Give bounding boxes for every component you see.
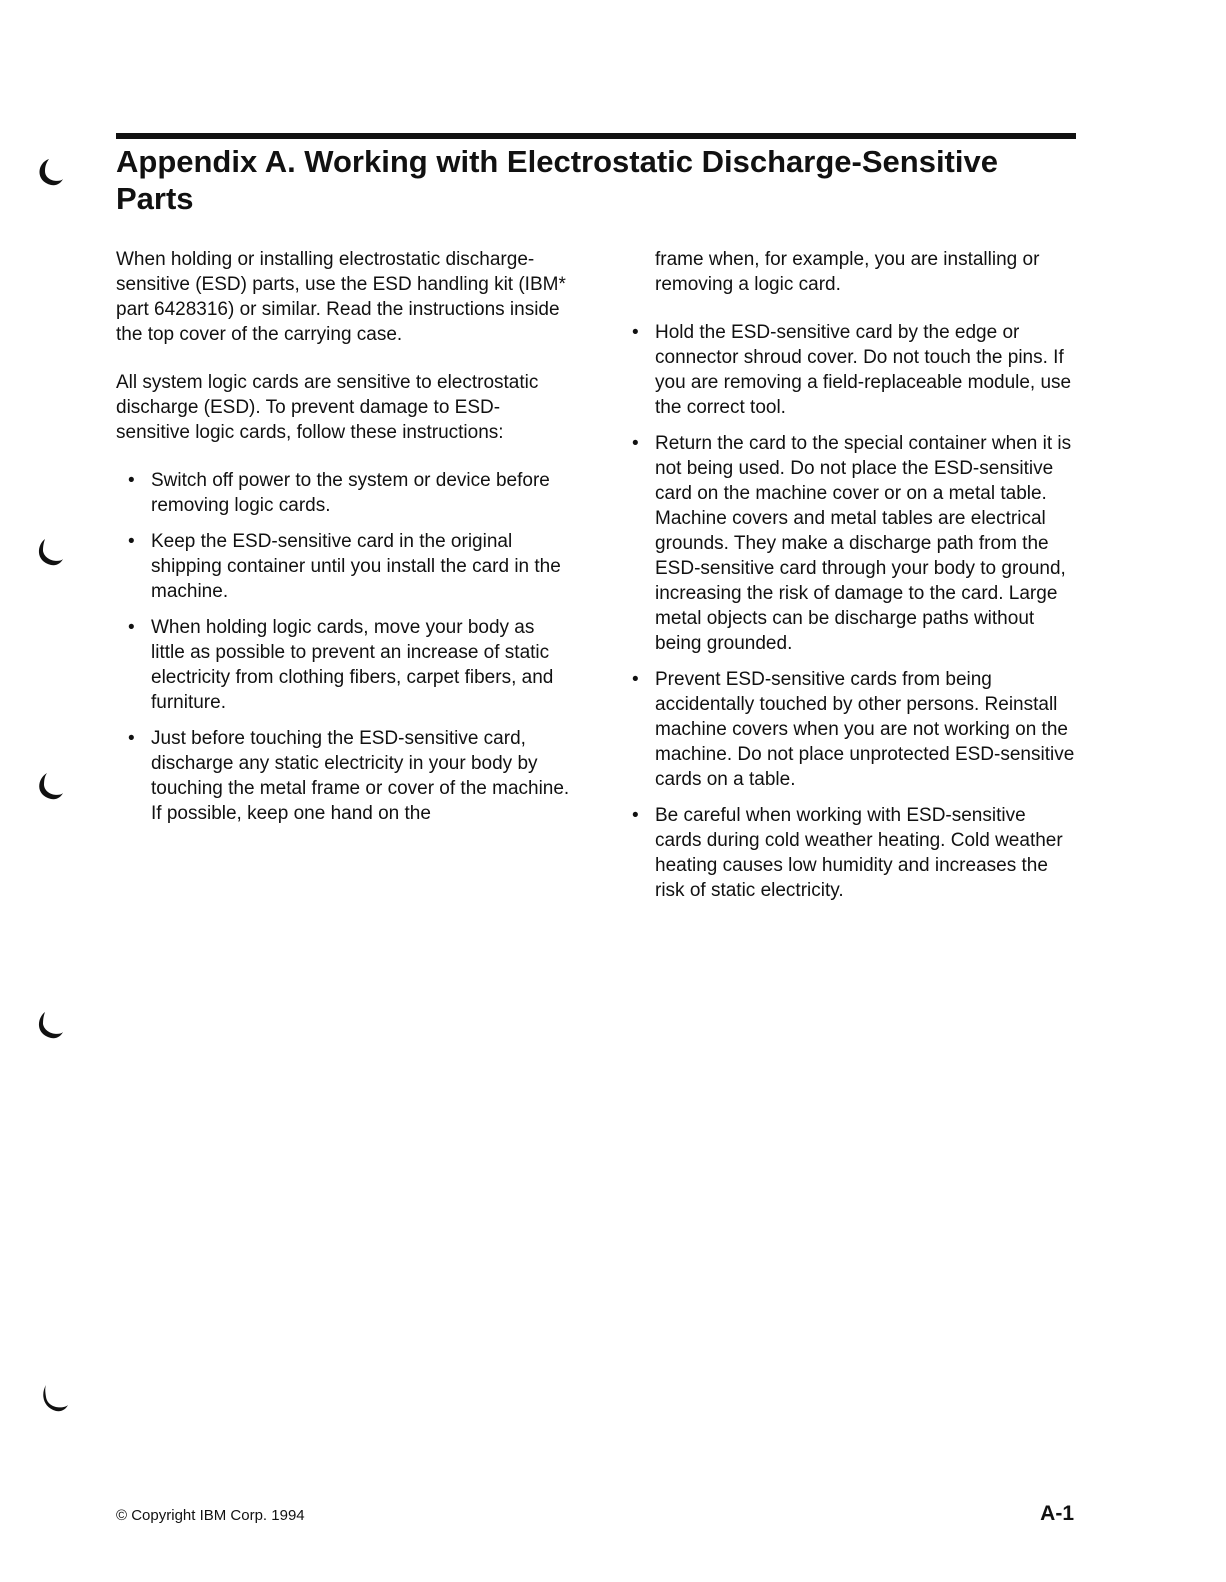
intro-paragraph: When holding or installing electrostatic discharge-sensitive (ESD) parts, use the ESD handling kit (IBM* part 6428316) or similar. Read the instructions inside the top cover of the carrying case. bbox=[116, 249, 566, 345]
bullet-icon: • bbox=[632, 805, 639, 826]
binder-hole-mark-icon bbox=[33, 771, 65, 803]
bullet-icon: • bbox=[128, 470, 135, 491]
binder-hole-mark-icon bbox=[38, 1383, 70, 1415]
bullet-icon: • bbox=[128, 728, 135, 749]
continuation-text: frame when, for example, you are installing or removing a logic card. bbox=[655, 249, 1040, 295]
copyright-notice: © Copyright IBM Corp. 1994 bbox=[116, 1507, 305, 1524]
list-item bbox=[116, 726, 571, 826]
list-item bbox=[116, 468, 571, 518]
list-item-text: Hold the ESD-sensitive card by the edge or connector shroud cover. Do not touch the pins. If you are removing a field-replaceable module, use the correct tool. bbox=[655, 322, 1072, 418]
bullet-icon: • bbox=[632, 669, 639, 690]
list-item-text: Just before touching the ESD-sensitive card, discharge any static electricity in your body by touching the metal frame or cover of the machine. If possible, keep one hand on the bbox=[151, 728, 570, 824]
list-item-text: Keep the ESD-sensitive card in the original shipping container until you install the card in the machine. bbox=[151, 531, 561, 602]
binder-hole-mark-icon bbox=[33, 1010, 65, 1042]
left-bullet-list bbox=[116, 468, 571, 826]
list-item bbox=[632, 431, 1075, 656]
list-item bbox=[632, 667, 1075, 792]
list-item-text: Switch off power to the system or device before removing logic cards. bbox=[151, 470, 550, 516]
bullet-icon: • bbox=[128, 531, 135, 552]
left-column bbox=[116, 247, 571, 837]
right-column bbox=[632, 247, 1075, 914]
list-item-text: Be careful when working with ESD-sensitive cards during cold weather heating. Cold weather heating causes low humidity and increases the risk of static electricity. bbox=[655, 805, 1063, 901]
binder-hole-mark-icon bbox=[33, 157, 65, 189]
list-item-text: Prevent ESD-sensitive cards from being accidentally touched by other persons. Reinstall machine covers when you are not working on the machine. Do not place unprotected ESD-sensitive cards on a table. bbox=[655, 669, 1075, 790]
bullet-icon: • bbox=[128, 617, 135, 638]
page-number: A-1 bbox=[1040, 1502, 1074, 1525]
page-title: Appendix A. Working with Electrostatic Discharge-Sensitive Parts bbox=[116, 144, 998, 216]
right-bullet-list bbox=[632, 320, 1075, 903]
esd-paragraph: All system logic cards are sensitive to electrostatic discharge (ESD). To prevent damage to ESD-sensitive logic cards, follow these instructions: bbox=[116, 372, 539, 443]
list-item bbox=[116, 615, 571, 715]
title-rule bbox=[116, 133, 1076, 139]
list-item-text: Return the card to the special container when it is not being used. Do not place the ESD-sensitive card on the machine cover or on a metal table. Machine covers and metal tables are electrical grounds. They make a discharge path from the ESD-sensitive card through your body to ground, increasing the risk of damage to the card. Large metal objects can be discharge paths without being grounded. bbox=[655, 433, 1072, 654]
list-item bbox=[632, 803, 1075, 903]
bullet-icon: • bbox=[632, 322, 639, 343]
bullet-icon: • bbox=[632, 433, 639, 454]
list-item bbox=[116, 529, 571, 604]
list-item bbox=[632, 320, 1075, 420]
binder-hole-mark-icon bbox=[33, 537, 65, 569]
list-item-text: When holding logic cards, move your body as little as possible to prevent an increase of static electricity from clothing fibers, carpet fibers, and furniture. bbox=[151, 617, 554, 713]
